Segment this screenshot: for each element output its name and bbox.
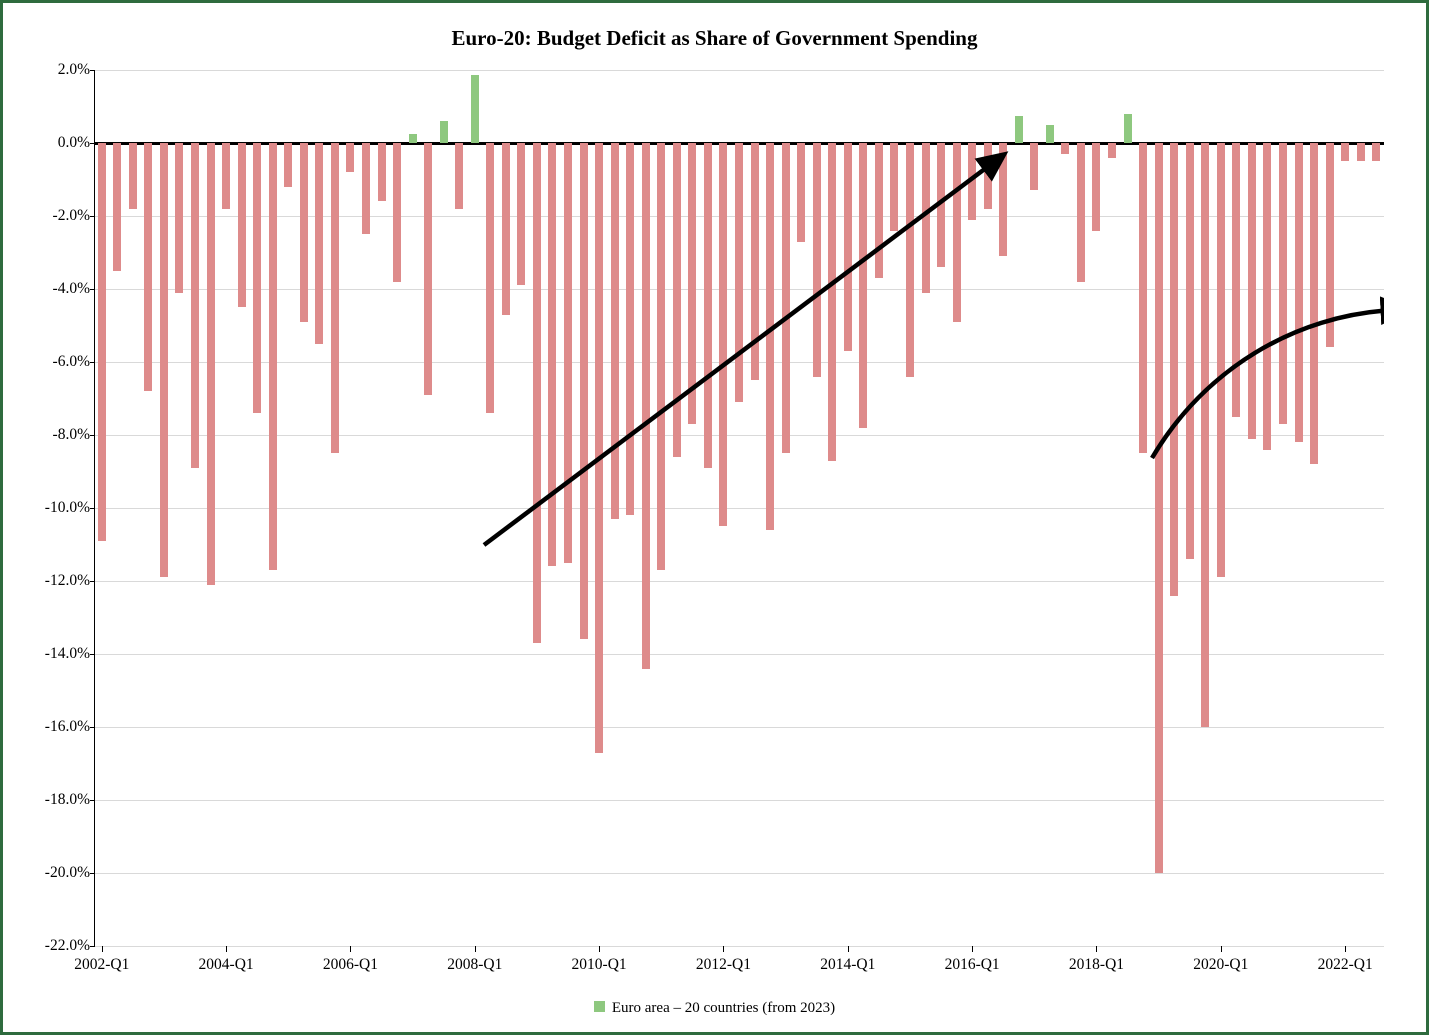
- bar: [1015, 116, 1023, 143]
- x-axis-tick-label: 2010-Q1: [571, 956, 627, 973]
- bar: [968, 143, 976, 220]
- y-axis-tick-label: -2.0%: [52, 207, 90, 224]
- bar: [673, 143, 681, 457]
- bar: [98, 143, 106, 541]
- bar: [688, 143, 696, 424]
- y-axis-tick-label: -20.0%: [44, 864, 90, 881]
- bar: [1248, 143, 1256, 439]
- legend-swatch-euro20: [594, 1001, 605, 1012]
- bar: [906, 143, 914, 377]
- bar: [175, 143, 183, 293]
- bar: [471, 75, 479, 143]
- x-axis-tick-mark: [848, 946, 849, 952]
- x-axis-tick-mark: [599, 946, 600, 952]
- y-axis-tick-mark: [90, 289, 95, 290]
- bar: [595, 143, 603, 753]
- bar: [611, 143, 619, 519]
- bar: [455, 143, 463, 209]
- chart-legend: [6, 1000, 1423, 1017]
- bar: [1279, 143, 1287, 424]
- bar: [346, 143, 354, 172]
- bar: [937, 143, 945, 267]
- bar: [409, 134, 417, 143]
- y-axis-tick-label: -18.0%: [44, 791, 90, 808]
- x-axis-tick-label: 2018-Q1: [1068, 956, 1125, 973]
- bar: [486, 143, 494, 413]
- bar: [1061, 143, 1069, 154]
- page-title: Euro-20: Budget Deficit as Share of Government Spending: [451, 26, 978, 50]
- bar-series: [94, 70, 1384, 946]
- y-axis-tick-mark: [90, 873, 95, 874]
- x-axis-tick-mark: [1221, 946, 1222, 952]
- bar: [564, 143, 572, 563]
- bar: [440, 121, 448, 143]
- x-axis-tick-label: 2020-Q1: [1193, 956, 1249, 973]
- y-axis-tick-mark: [90, 727, 95, 728]
- y-axis-tick-label: -16.0%: [44, 718, 90, 735]
- bar: [300, 143, 308, 322]
- bar: [1232, 143, 1240, 417]
- y-axis-tick-label: -10.0%: [44, 499, 90, 516]
- x-axis-tick-label: 2012-Q1: [695, 956, 752, 973]
- bar: [315, 143, 323, 344]
- bar: [953, 143, 961, 322]
- bar: [922, 143, 930, 293]
- bar: [751, 143, 759, 380]
- bar: [144, 143, 152, 391]
- bar: [1077, 143, 1085, 282]
- bar: [875, 143, 883, 278]
- y-axis-tick-label: 0.0%: [57, 134, 90, 151]
- x-axis-tick-label: 2014-Q1: [820, 956, 876, 973]
- y-axis-tick-label: -8.0%: [52, 426, 90, 443]
- y-axis-tick-mark: [90, 654, 95, 655]
- y-axis-tick-mark: [90, 435, 95, 436]
- x-axis-tick-label: 2006-Q1: [322, 956, 378, 973]
- bar: [766, 143, 774, 530]
- bar: [1170, 143, 1178, 596]
- bar: [222, 143, 230, 209]
- y-axis-tick-mark: [90, 216, 95, 217]
- bar: [113, 143, 121, 271]
- bar: [1217, 143, 1225, 577]
- bar: [735, 143, 743, 402]
- bar: [1124, 114, 1132, 143]
- bar: [1108, 143, 1116, 158]
- bar: [1310, 143, 1318, 464]
- bar: [548, 143, 556, 566]
- bar: [393, 143, 401, 282]
- bar: [1295, 143, 1303, 442]
- bar: [1372, 143, 1380, 161]
- bar: [844, 143, 852, 351]
- y-axis-tick-label: 2.0%: [57, 61, 90, 78]
- x-axis-tick-label: 2004-Q1: [198, 956, 254, 973]
- bar: [1092, 143, 1100, 231]
- bar: [1341, 143, 1349, 161]
- bar: [704, 143, 712, 468]
- y-axis-tick-mark: [90, 800, 95, 801]
- y-axis-labels: [6, 61, 90, 954]
- y-axis-tick-mark: [90, 946, 95, 947]
- bar: [238, 143, 246, 307]
- y-axis-tick-label: -12.0%: [44, 572, 90, 589]
- x-axis-tick-mark: [226, 946, 227, 952]
- bar: [207, 143, 215, 585]
- bar: [424, 143, 432, 395]
- bar: [642, 143, 650, 669]
- x-axis-tick-label: 2002-Q1: [74, 956, 130, 973]
- bar: [331, 143, 339, 453]
- bar: [1357, 143, 1365, 161]
- bar: [797, 143, 805, 242]
- bar: [1186, 143, 1194, 559]
- bar: [782, 143, 790, 453]
- bar: [813, 143, 821, 377]
- x-axis-tick-mark: [1345, 946, 1346, 952]
- bar: [502, 143, 510, 315]
- bar: [533, 143, 541, 643]
- y-axis-tick-label: -14.0%: [44, 645, 90, 662]
- x-axis-tick-mark: [475, 946, 476, 952]
- bar: [269, 143, 277, 570]
- x-axis-tick-mark: [350, 946, 351, 952]
- y-axis-tick-label: -22.0%: [44, 937, 90, 954]
- bar: [828, 143, 836, 461]
- bar: [362, 143, 370, 234]
- y-axis-tick-label: -6.0%: [52, 353, 90, 370]
- bar: [1139, 143, 1147, 453]
- x-axis-tick-mark: [1096, 946, 1097, 952]
- bar: [253, 143, 261, 413]
- x-axis-tick-label: 2008-Q1: [447, 956, 503, 973]
- x-axis-labels: [74, 946, 1384, 1006]
- bar: [1046, 125, 1054, 143]
- bar: [890, 143, 898, 231]
- bar: [580, 143, 588, 639]
- bar: [284, 143, 292, 187]
- y-axis-tick-label: -4.0%: [52, 280, 90, 297]
- legend-label-euro20: Euro area – 20 countries (from 2023): [611, 1000, 836, 1016]
- chart-canvas: [6, 6, 1423, 1029]
- y-axis-tick-mark: [90, 143, 95, 144]
- x-axis-tick-label: 2022-Q1: [1317, 956, 1373, 973]
- bar: [191, 143, 199, 468]
- bar: [129, 143, 137, 209]
- bar: [719, 143, 727, 526]
- bar: [160, 143, 168, 577]
- bar: [984, 143, 992, 209]
- bar: [1326, 143, 1334, 347]
- bar: [1030, 143, 1038, 190]
- x-axis-tick-mark: [972, 946, 973, 952]
- bar: [626, 143, 634, 515]
- x-axis-tick-mark: [723, 946, 724, 952]
- bar: [657, 143, 665, 570]
- y-axis-tick-mark: [90, 70, 95, 71]
- bar: [999, 143, 1007, 256]
- y-axis-tick-mark: [90, 508, 95, 509]
- plot-area: [94, 70, 1384, 946]
- y-axis-tick-mark: [90, 362, 95, 363]
- bar: [1201, 143, 1209, 727]
- bar: [517, 143, 525, 285]
- bar: [378, 143, 386, 201]
- bar: [1263, 143, 1271, 450]
- x-axis-tick-mark: [102, 946, 103, 952]
- x-axis-tick-label: 2016-Q1: [944, 956, 1000, 973]
- y-axis-tick-mark: [90, 581, 95, 582]
- bar: [859, 143, 867, 428]
- bar: [1155, 143, 1163, 873]
